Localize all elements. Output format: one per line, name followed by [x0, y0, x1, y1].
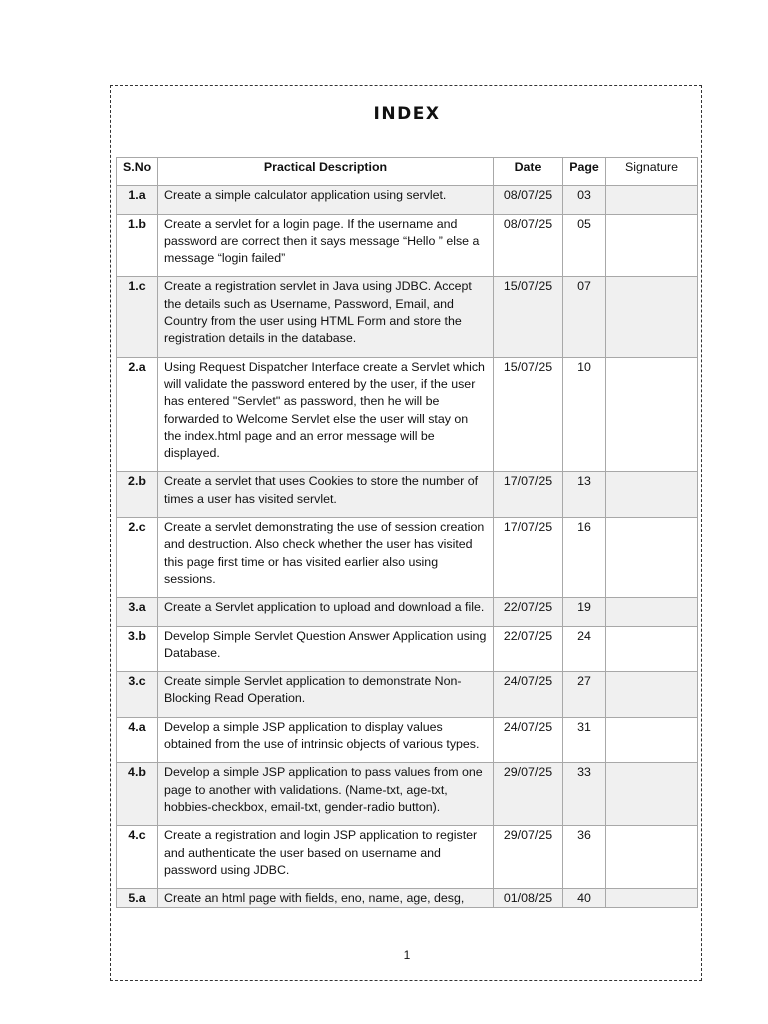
row-description: Create a servlet for a login page. If the username and password are correct then it says message “Hello ” else a message “login failed” — [158, 214, 494, 277]
row-sno: 1.b — [117, 214, 158, 277]
document-title: INDEX — [373, 104, 441, 124]
row-date: 15/07/25 — [494, 357, 563, 472]
row-date: 29/07/25 — [494, 826, 563, 889]
index-table — [116, 157, 698, 908]
row-description: Develop Simple Servlet Question Answer Application using Database. — [158, 626, 494, 672]
row-signature — [606, 826, 698, 889]
row-signature — [606, 277, 698, 357]
table-row — [117, 672, 698, 718]
table-row — [117, 626, 698, 672]
row-date: 24/07/25 — [494, 672, 563, 718]
header-sno: S.No — [117, 158, 158, 186]
row-sno: 4.c — [117, 826, 158, 889]
row-page: 33 — [563, 763, 606, 826]
row-date: 29/07/25 — [494, 763, 563, 826]
row-date: 24/07/25 — [494, 717, 563, 763]
table-row — [117, 518, 698, 598]
table-row — [117, 889, 698, 908]
row-signature — [606, 717, 698, 763]
row-signature — [606, 626, 698, 672]
table-row — [117, 214, 698, 277]
table-row — [117, 717, 698, 763]
header-row — [117, 158, 698, 186]
row-signature — [606, 598, 698, 626]
row-signature — [606, 763, 698, 826]
table-row — [117, 598, 698, 626]
row-page: 10 — [563, 357, 606, 472]
row-date: 01/08/25 — [494, 889, 563, 908]
row-description: Create a servlet demonstrating the use of session creation and destruction. Also check whether the user has visited this page first time or has visited earlier also using sessions. — [158, 518, 494, 598]
row-description: Create a simple calculator application using servlet. — [158, 186, 494, 214]
row-signature — [606, 518, 698, 598]
row-sno: 5.a — [117, 889, 158, 908]
row-page: 27 — [563, 672, 606, 718]
table-row — [117, 826, 698, 889]
row-description: Create a Servlet application to upload and download a file. — [158, 598, 494, 626]
row-date: 15/07/25 — [494, 277, 563, 357]
row-page: 16 — [563, 518, 606, 598]
row-sno: 1.c — [117, 277, 158, 357]
row-signature — [606, 472, 698, 518]
row-page: 05 — [563, 214, 606, 277]
row-date: 08/07/25 — [494, 186, 563, 214]
header-page: Page — [563, 158, 606, 186]
row-description: Create a registration and login JSP application to register and authenticate the user based on username and password using JDBC. — [158, 826, 494, 889]
header-date: Date — [494, 158, 563, 186]
row-description: Develop a simple JSP application to pass values from one page to another with validations. (Name-txt, age-txt, hobbies-checkbox, email-txt, gender-radio button). — [158, 763, 494, 826]
row-sno: 2.c — [117, 518, 158, 598]
row-sno: 4.a — [117, 717, 158, 763]
row-date: 22/07/25 — [494, 598, 563, 626]
table-row — [117, 277, 698, 357]
row-sno: 3.b — [117, 626, 158, 672]
header-signature: Signature — [606, 158, 698, 186]
row-page: 40 — [563, 889, 606, 908]
row-sno: 3.c — [117, 672, 158, 718]
row-description: Create an html page with fields, eno, name, age, desg, — [158, 889, 494, 908]
row-description: Create a servlet that uses Cookies to store the number of times a user has visited servlet. — [158, 472, 494, 518]
row-description: Using Request Dispatcher Interface create a Servlet which will validate the password entered by the user, if the user has entered "Servlet" as password, then he will be forwarded to Welcome Servlet else the user will stay on the index.html page and an error message will be displayed. — [158, 357, 494, 472]
row-signature — [606, 889, 698, 908]
row-description: Create simple Servlet application to demonstrate Non-Blocking Read Operation. — [158, 672, 494, 718]
row-page: 36 — [563, 826, 606, 889]
row-sno: 4.b — [117, 763, 158, 826]
row-signature — [606, 672, 698, 718]
row-date: 22/07/25 — [494, 626, 563, 672]
table-row — [117, 357, 698, 472]
row-sno: 2.a — [117, 357, 158, 472]
header-description: Practical Description — [158, 158, 494, 186]
row-description: Develop a simple JSP application to display values obtained from the use of intrinsic objects of various types. — [158, 717, 494, 763]
row-page: 07 — [563, 277, 606, 357]
row-sno: 2.b — [117, 472, 158, 518]
row-page: 19 — [563, 598, 606, 626]
row-date: 17/07/25 — [494, 472, 563, 518]
row-date: 17/07/25 — [494, 518, 563, 598]
row-page: 03 — [563, 186, 606, 214]
page-number: 1 — [403, 948, 411, 962]
row-signature — [606, 214, 698, 277]
row-page: 31 — [563, 717, 606, 763]
row-sno: 1.a — [117, 186, 158, 214]
row-signature — [606, 357, 698, 472]
row-sno: 3.a — [117, 598, 158, 626]
row-description: Create a registration servlet in Java using JDBC. Accept the details such as Username, Password, Email, and Country from the user using HTML Form and store the registration details in the database. — [158, 277, 494, 357]
row-signature — [606, 186, 698, 214]
table-row — [117, 763, 698, 826]
row-page: 13 — [563, 472, 606, 518]
row-date: 08/07/25 — [494, 214, 563, 277]
table-row — [117, 186, 698, 214]
row-page: 24 — [563, 626, 606, 672]
table-row — [117, 472, 698, 518]
